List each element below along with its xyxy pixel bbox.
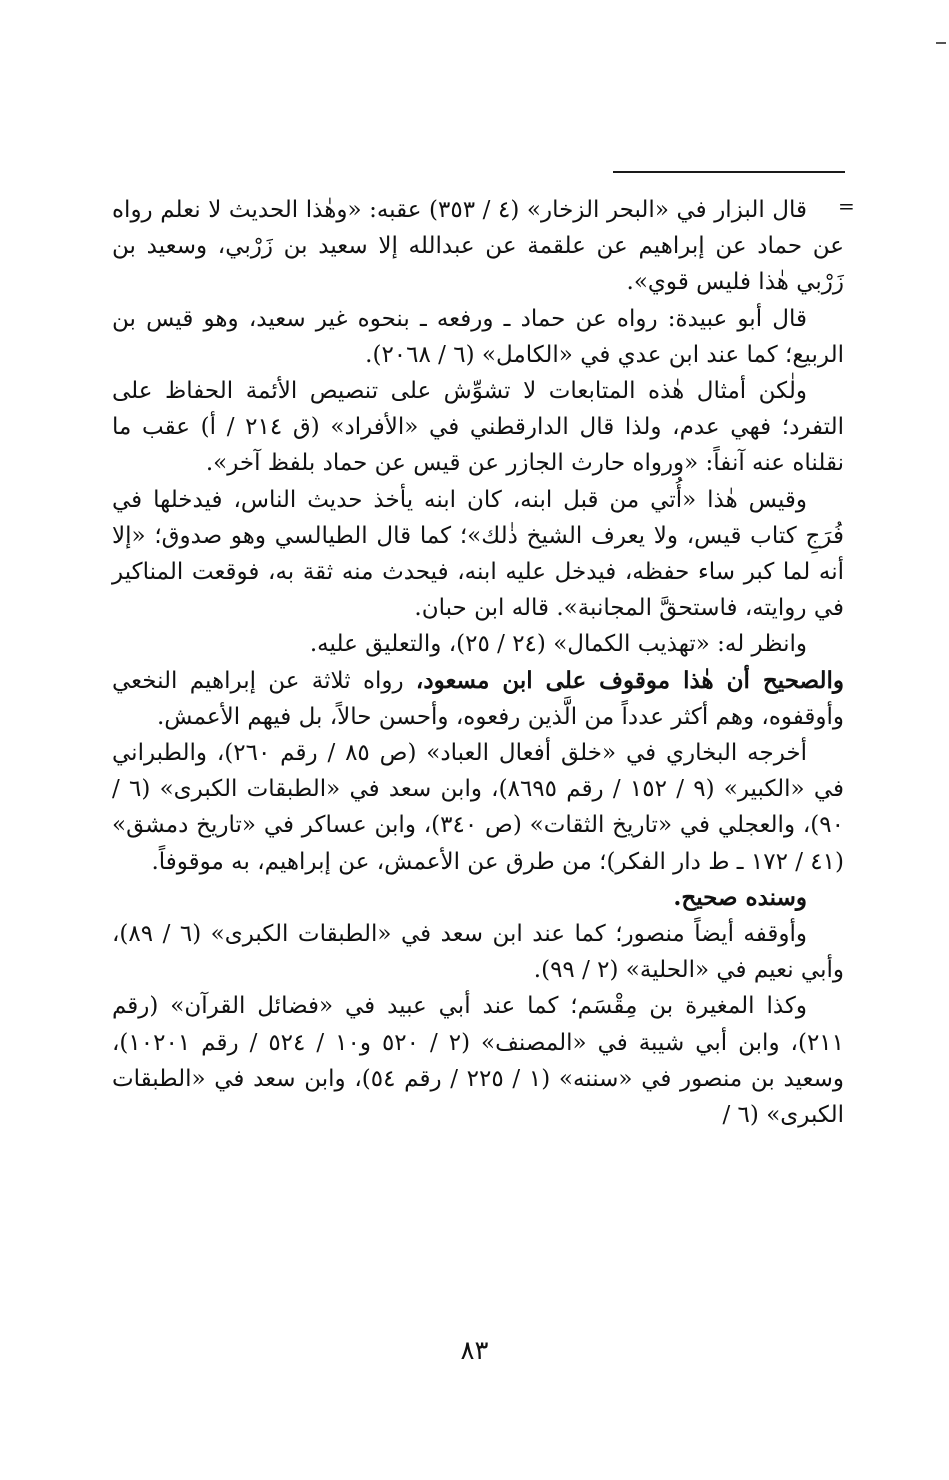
paragraph-mutabaat: ولٰكن أمثال هٰذه المتابعات لا تشوِّش على تنصيص الأئمة الحفاظ على التفرد؛ فهي عدم، ولذا قال الدارقطني في «الأفراد» (ق ٢١٤ / أ) عقب ما نقلناه عنه آنفاً: «ورواه حارث الجازر عن قيس عن حماد بلفظ آخر». xyxy=(112,378,844,477)
paragraph-bazzar-quote: قال البزار في «البحر الزخار» (٤ / ٣٥٣) عقبه: «وهٰذا الحديث لا نعلم رواه عن حماد عن إبراهيم عن علقمة عن عبدالله إلا سعيد بن زَرْبي، وسعيد بن زَرْبي هٰذا فليس قوي». xyxy=(112,197,844,296)
continuation-mark: = xyxy=(838,194,855,218)
footnote-separator-rule xyxy=(613,171,845,173)
paragraph-mansur: وأوقفه أيضاً منصور؛ كما عند ابن سعد في «الطبقات الكبرى» (٦ / ٨٩)، وأبي نعيم في «الحلية» (٢ / ٩٩). xyxy=(112,921,844,984)
paragraph-mughira: وكذا المغيرة بن مِقْسَم؛ كما عند أبي عبيد في «فضائل القرآن» (رقم ٢١١)، وابن أبي شيبة في «المصنف» (٢ / ٥٢٠ و١٠ / ٥٢٤ / رقم ١٠٢٠١)، وسعيد بن منصور في «سننه» (١ / ٢٢٥ / رقم ٥٤)، وابن سعد في «الطبقات الكبرى» (٦ / xyxy=(112,993,845,1129)
paragraph-takhrij: أخرجه البخاري في «خلق أفعال العباد» (ص ٨٥ / رقم ٢٦٠)، والطبراني في «الكبير» (٩ / ١٥٢ / رقم ٨٦٩٥)، وابن سعد في «الطبقات الكبرى» (٦ / ٩٠)، والعجلي في «تاريخ الثقات» (ص ٣٤٠)، وابن عساكر في «تاريخ دمشق» (٤١ / ١٧٢ ـ ط دار الفكر)؛ من طرق عن الأعمش، عن إبراهيم، به موقوفاً. xyxy=(112,740,845,875)
footnote-body xyxy=(112,192,844,1133)
paragraph-sahih-rest: رواه ثلاثة عن إبراهيم النخعي وأوقفوه، وهم أكثر عدداً من الَّذين رفعوه، وأحسن حالاً، بل فيهم الأعمش. xyxy=(112,667,844,730)
page-number: ٨٣ xyxy=(460,1336,489,1366)
paragraph-qays: وقيس هٰذا «أُتي من قبل ابنه، كان ابنه يأخذ حديث الناس، فيدخلها في فُرَجِ كتاب قيس، ولا يعرف الشيخ ذٰلك»؛ كما قال الطيالسي وهو صدوق؛ «إلا أنه لما كبر ساء حفظه، فيدخل عليه ابنه، فيحدث منه ثقة به، فوقعت المناكير في روايته، فاستحقَّ المجانبة». قاله ابن حبان. xyxy=(112,486,844,622)
paragraph-sanad-sahih: وسنده صحيح. xyxy=(673,883,807,911)
paragraph-sahih-mawquf xyxy=(112,663,844,735)
paragraph-sahih-lead: والصحيح أن هٰذا موقوف على ابن مسعود، xyxy=(415,666,844,694)
paragraph-abu-ubaida: قال أبو عبيدة: رواه عن حماد ـ ورفعه ـ بنحوه غير سعيد، وهو قيس بن الربيع؛ كما عند ابن عدي في «الكامل» (٦ / ٢٠٦٨). xyxy=(112,305,844,368)
page-edge-mark xyxy=(936,42,946,44)
paragraph-tahdhib-reference: وانظر له: «تهذيب الكمال» (٢٤ / ٢٥)، والتعليق عليه. xyxy=(309,631,807,658)
